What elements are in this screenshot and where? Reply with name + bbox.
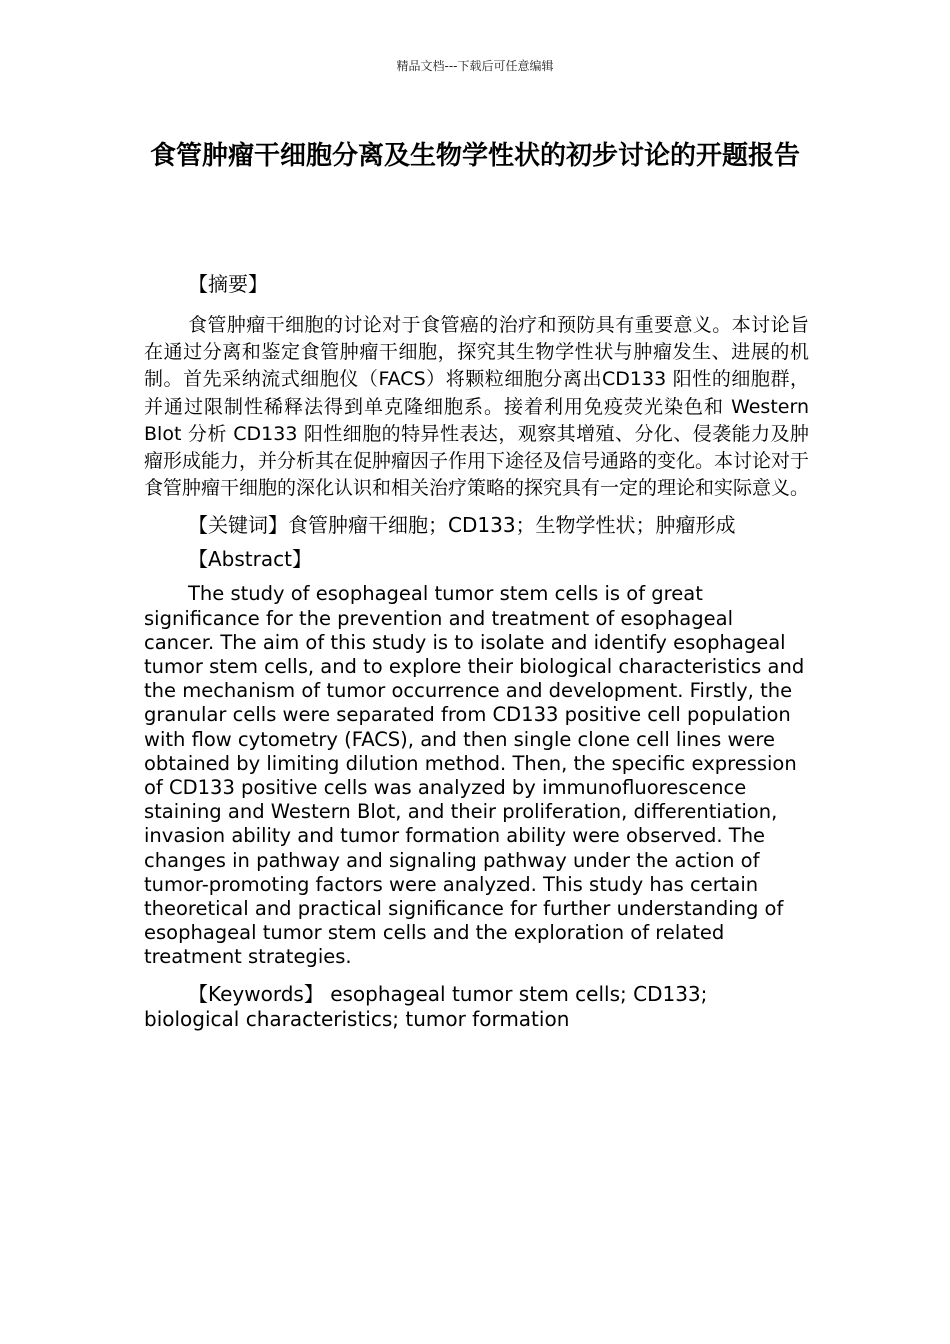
header-note: 精品文档---下载后可任意编辑 — [396, 59, 554, 73]
abstract-cn-heading: 【摘要】 — [188, 272, 268, 296]
keywords-en-label: 【Keywords】 — [188, 981, 324, 1006]
keywords-cn-text: 食管肿瘤干细胞；CD133；生物学性状；肿瘤形成 — [288, 513, 736, 538]
keywords-en-line — [144, 982, 809, 1032]
abstract-en-paragraph: The study of esophageal tumor stem cells is of great significance for the prevention and treatment of esophageal cancer. The aim of this study is to isolate and identify esophageal tumor stem cells, and to explore their biological characteristics and the mechanism of tumor occurrence and development. Firstly, the granular cells were separated from CD133 positive cell population with flow cytometry (FACS), and then single clone cell lines were obtained by limiting dilution method. Then, the specific expression of CD133 positive cells was analyzed by immunofluorescence staining and Western Blot, and their proliferation, differentiation, invasion ability and tumor formation ability were observed. The changes in pathway and signaling pathway under the action of tumor-promoting factors were analyzed. This study has certain theoretical and practical significance for further understanding of esophageal tumor stem cells and the exploration of related treatment strategies. — [144, 582, 805, 969]
abstract-cn-paragraph: 食管肿瘤干细胞的讨论对于食管癌的治疗和预防具有重要意义。本讨论旨在通过分离和鉴定食管肿瘤干细胞，探究其生物学性状与肿瘤发生、进展的机制。首先采纳流式细胞仪（FACS）将颗粒细胞分离出CD133 阳性的细胞群，并通过限制性稀释法得到单克隆细胞系。接着利用免疫荧光染色和 Western Blot 分析 CD133 阳性细胞的特异性表达，观察其增殖、分化、侵袭能力及肿瘤形成能力，并分析其在促肿瘤因子作用下途径及信号通路的变化。本讨论对于食管肿瘤干细胞的深化认识和相关治疗策略的探究具有一定的理论和实际意义。 — [144, 314, 810, 500]
document-title: 食管肿瘤干细胞分离及生物学性状的初步讨论的开题报告 — [149, 141, 800, 171]
keywords-cn-label: 【关键词】 — [188, 513, 288, 538]
keywords-cn-line — [144, 510, 809, 540]
keywords-en-text: esophageal tumor stem cells; CD133; biological characteristics; tumor formation — [144, 981, 708, 1031]
document-body — [144, 266, 809, 1032]
abstract-en-heading: 【Abstract】 — [188, 547, 312, 572]
